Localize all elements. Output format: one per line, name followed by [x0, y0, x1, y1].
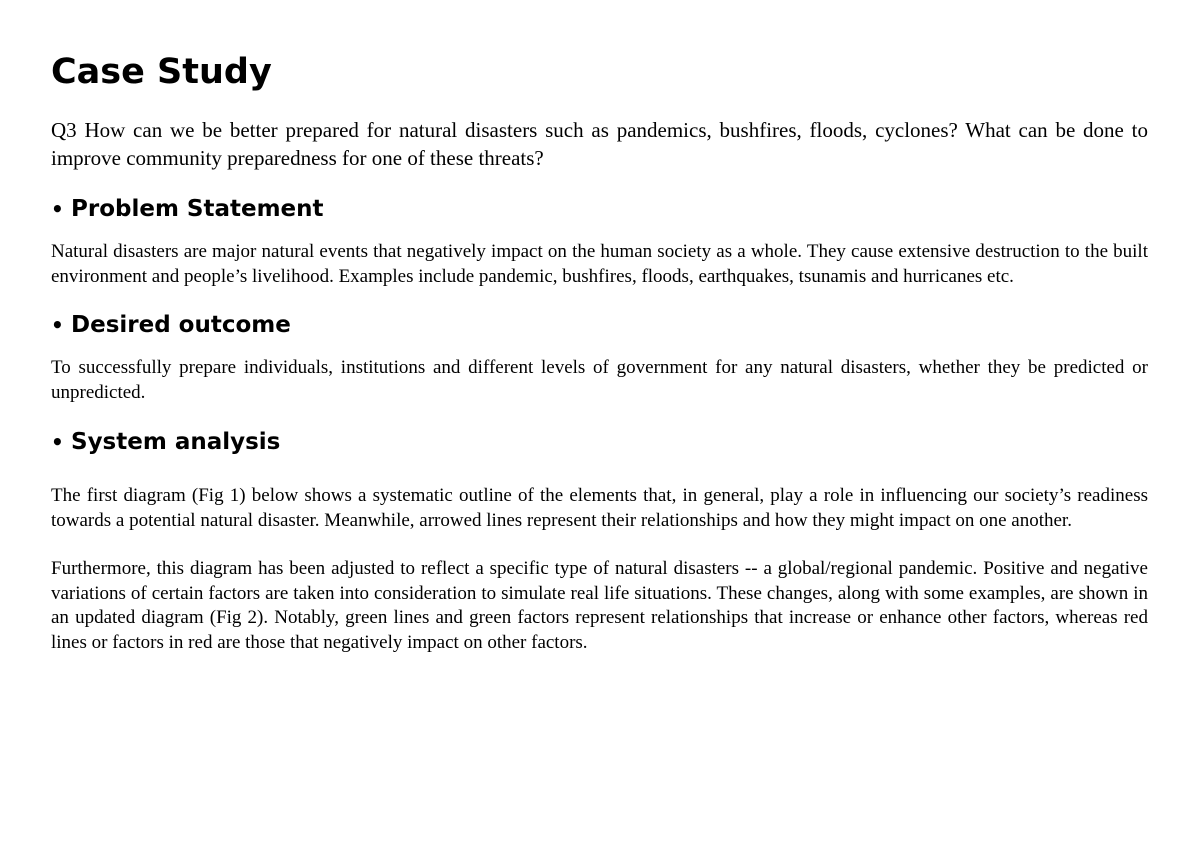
problem-statement-heading: [51, 194, 1148, 224]
problem-statement-body: Natural disasters are major natural events that negatively impact on the human society as a whole. They cause extensive destruction to the built environment and people’s livelihood. Examples include pandemic, bushfires, floods, earthquakes, tsunamis and hurricanes etc.: [51, 241, 1148, 287]
system-analysis-heading: [51, 427, 1148, 457]
desired-outcome-heading: [51, 310, 1148, 340]
bullet-icon: •: [51, 313, 64, 337]
bullet-icon: •: [51, 197, 64, 221]
system-analysis-heading-text: System analysis: [71, 429, 281, 455]
bullet-icon: •: [51, 430, 64, 454]
problem-statement-heading-text: Problem Statement: [71, 196, 324, 222]
system-analysis-paragraph-2: Furthermore, this diagram has been adjusted to reflect a specific type of natural disasters -- a global/regional pandemic. Positive and negative variations of certain factors are taken into consideration to simulate real life situations. These changes, along with some examples, are shown in an updated diagram (Fig 2). Notably, green lines and green factors represent relationships that increase or enhance other factors, whereas red lines or factors in red are those that negatively impact on other factors.: [51, 558, 1148, 653]
document-page: [51, 52, 1148, 655]
system-analysis-paragraph-1: The first diagram (Fig 1) below shows a systematic outline of the elements that, in general, play a role in influencing our society’s readiness towards a potential natural disaster. Meanwhile, arrowed lines represent their relationships and how they might impact on one another.: [51, 485, 1148, 531]
desired-outcome-heading-text: Desired outcome: [71, 312, 291, 338]
desired-outcome-body: To successfully prepare individuals, institutions and different levels of government for any natural disasters, whether they be predicted or unpredicted.: [51, 357, 1148, 403]
page-title: Case Study: [51, 52, 272, 92]
question-text: Q3 How can we be better prepared for natural disasters such as pandemics, bushfires, floods, cyclones? What can be done to improve community preparedness for one of these threats?: [51, 118, 1148, 170]
